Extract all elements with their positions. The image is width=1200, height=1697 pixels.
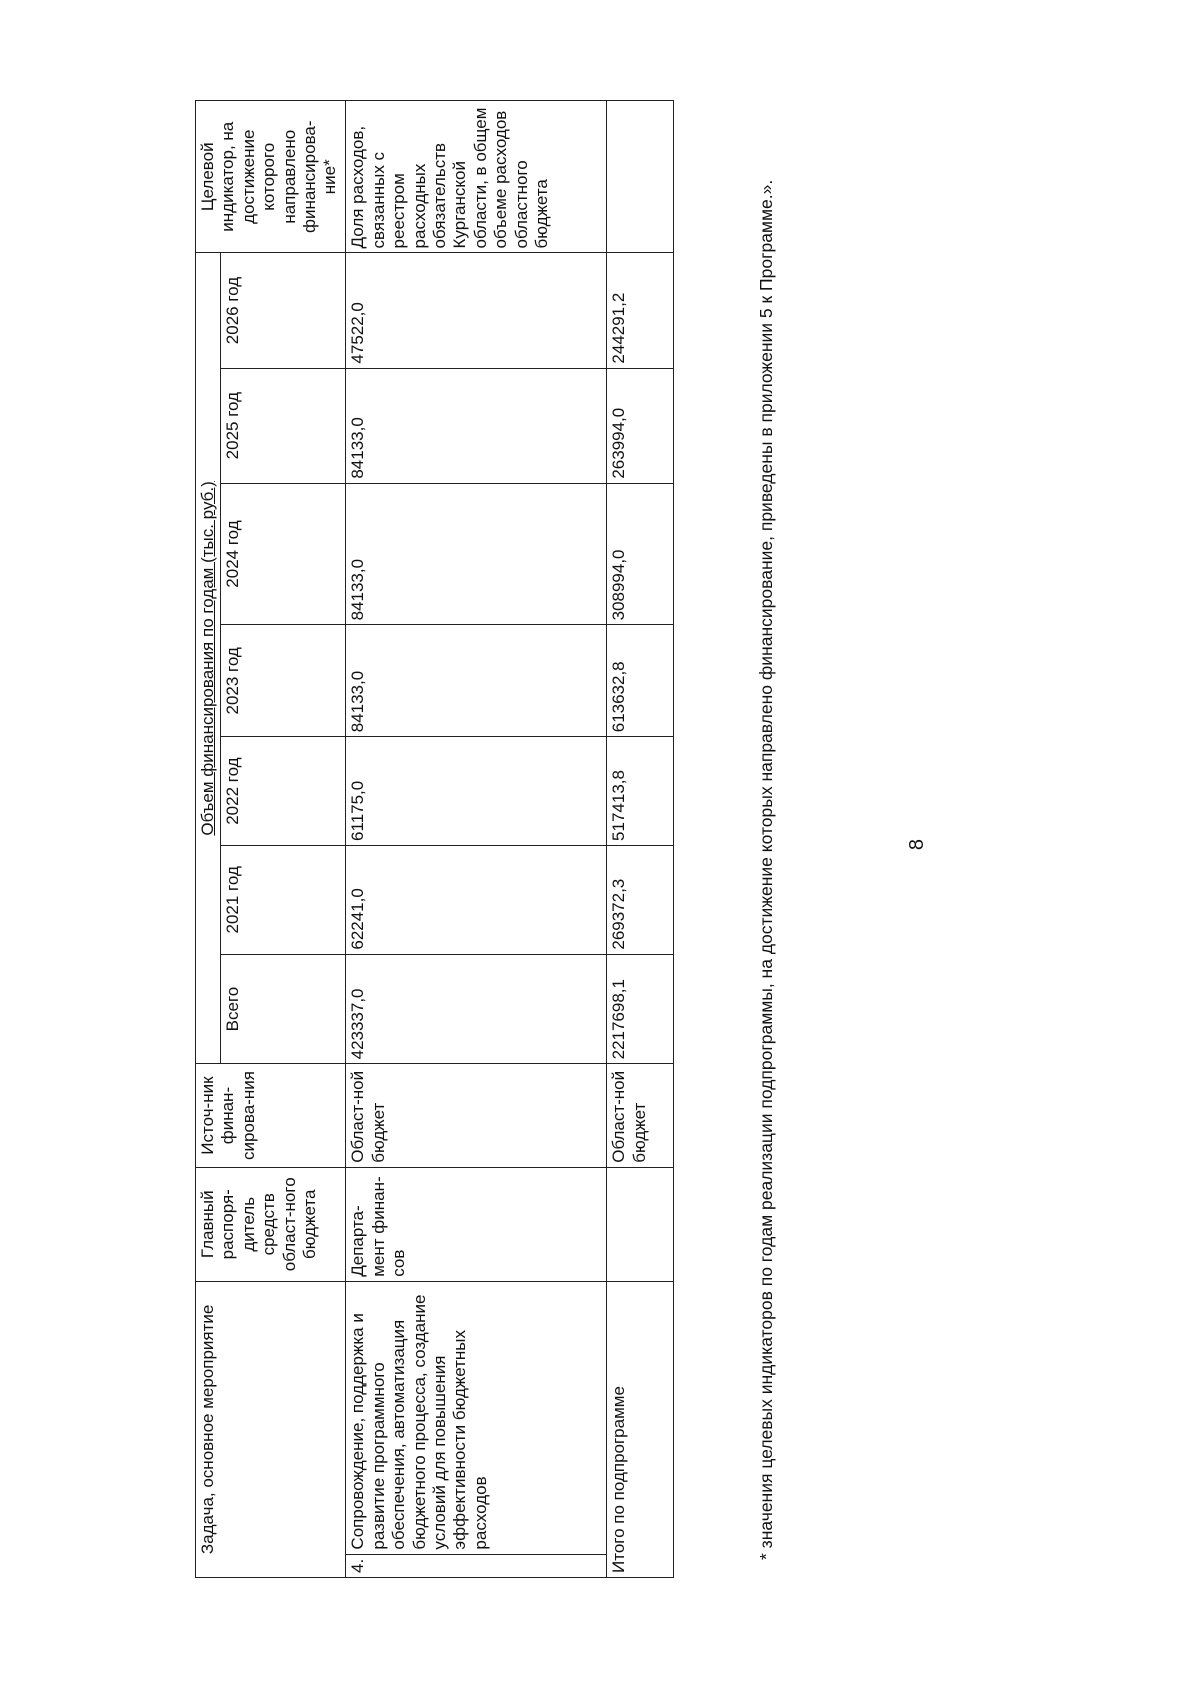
- total-2021: 269372,3: [607, 845, 674, 954]
- header-volume-group: [196, 253, 221, 1064]
- row4-2022: 61175,0: [346, 737, 607, 846]
- header-volume-group-text: Объем финансирования по годам (тыс. руб.): [198, 481, 217, 836]
- header-total: Всего: [221, 954, 346, 1064]
- total-manager-empty: [607, 1167, 674, 1281]
- row4-source: Област-ной бюджет: [346, 1064, 607, 1167]
- header-source: Источ-ник финан-сирова-ния: [196, 1064, 346, 1167]
- header-2026: 2026 год: [221, 253, 346, 368]
- header-2025: 2025 год: [221, 368, 346, 483]
- table-header-row-1: [196, 101, 221, 1578]
- header-manager: Главный распоря-дитель средств област-ного бюджета: [196, 1167, 346, 1281]
- page-number: 8: [906, 838, 929, 851]
- table-row-4: [346, 101, 607, 1578]
- row4-task: Сопровождение, поддержка и развитие программного обеспечения, автоматизация бюджетного процесса, создание условий для повышения эффективности бюджетных расходов: [346, 1281, 607, 1554]
- table-total-row: [607, 101, 674, 1578]
- row4-2026: 47522,0: [346, 253, 607, 368]
- row4-indicator: Доля расходов, связанных с реестром расходных обязательств Курганской области, в общем объеме расходов областного бюджета: [346, 101, 607, 253]
- footnote: * значения целевых индикаторов по годам реализации подпрограммы, на достижение которых направлено финансирование, приведены в приложении 5 к Программе.».: [756, 179, 776, 1560]
- total-2023: 613632,8: [607, 625, 674, 737]
- header-indicator: Целевой индикатор, на достижение которого направлено финансирова-ние*: [196, 101, 346, 253]
- row4-2024: 84133,0: [346, 483, 607, 625]
- financing-table: [195, 100, 674, 1578]
- total-label: Итого по подпрограмме: [607, 1281, 674, 1577]
- total-2026: 244291,2: [607, 253, 674, 368]
- row4-total: 423337,0: [346, 954, 607, 1064]
- header-task: Задача, основное мероприятие: [196, 1281, 346, 1577]
- rotated-page-content: [195, 100, 776, 1578]
- total-2024: 308994,0: [607, 483, 674, 625]
- row4-number: 4.: [346, 1554, 607, 1577]
- header-2022: 2022 год: [221, 737, 346, 846]
- row4-2021: 62241,0: [346, 845, 607, 954]
- header-2021: 2021 год: [221, 845, 346, 954]
- total-2022: 517413,8: [607, 737, 674, 846]
- header-2024: 2024 год: [221, 483, 346, 625]
- header-2023: 2023 год: [221, 625, 346, 737]
- total-indicator-empty: [607, 101, 674, 253]
- total-source: Област-ной бюджет: [607, 1064, 674, 1167]
- row4-manager: Департа-мент финан-сов: [346, 1167, 607, 1281]
- row4-2023: 84133,0: [346, 625, 607, 737]
- total-total: 2217698,1: [607, 954, 674, 1064]
- row4-2025: 84133,0: [346, 368, 607, 483]
- total-2025: 263994,0: [607, 368, 674, 483]
